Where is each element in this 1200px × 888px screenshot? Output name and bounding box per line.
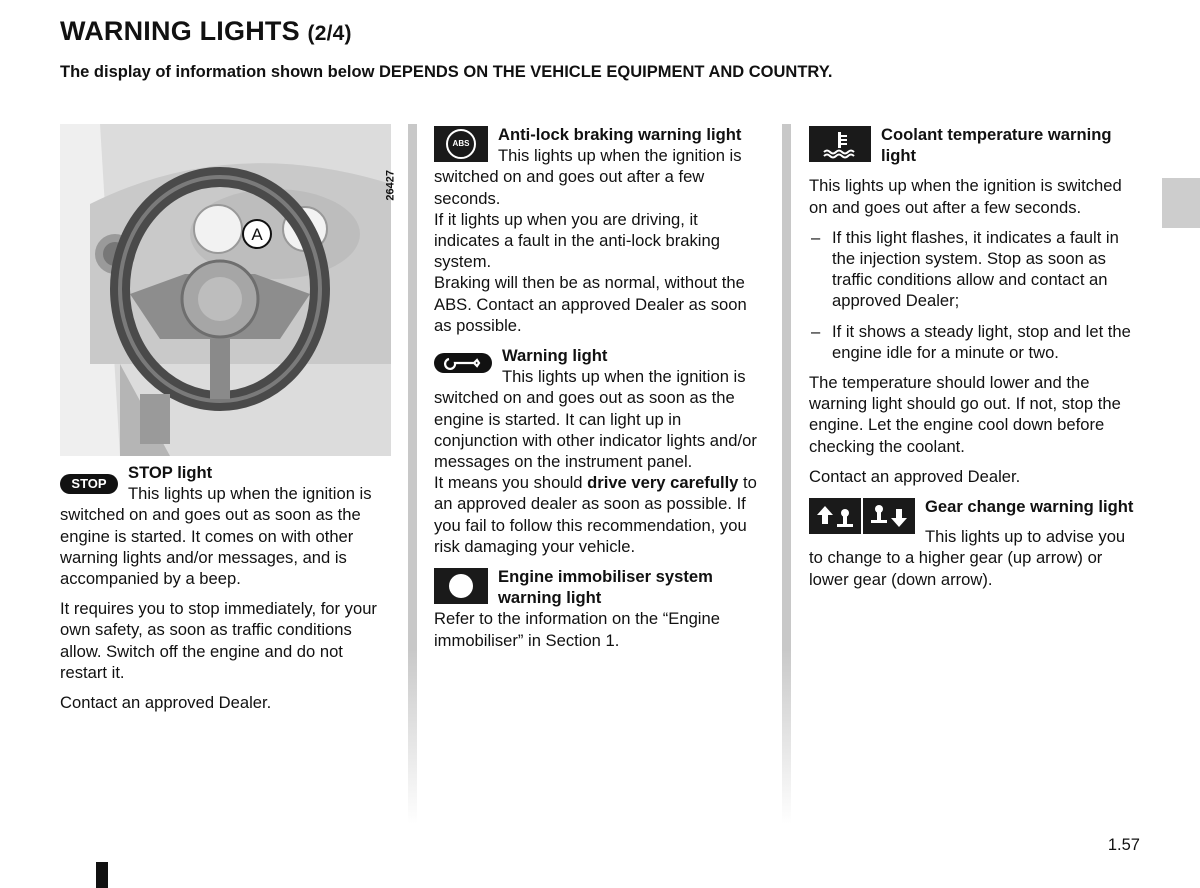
immobiliser-icon	[434, 568, 488, 604]
crop-mark	[96, 862, 108, 888]
abs-text-3: Braking will then be as normal, without the ABS. Contact an approved Dealer as soon as possible.	[434, 273, 747, 335]
stop-light-text: This lights up when the ignition is switched on and goes out as soon as the engine is started. It comes on with other warning lights and/or messages, and is accompanied by a beep.	[60, 484, 372, 589]
page-title	[60, 16, 352, 47]
immobiliser-heading: Engine immobiliser system warning light	[498, 567, 713, 608]
service-warning-heading: Warning light	[502, 346, 608, 366]
gear-change-entry	[809, 496, 1140, 517]
coolant-contact: Contact an approved Dealer.	[809, 466, 1021, 486]
abs-entry	[434, 124, 765, 336]
immobiliser-entry	[434, 566, 765, 651]
photo-reference: 26427	[385, 170, 397, 201]
column-3	[809, 124, 1140, 590]
gear-down-arrow-icon	[863, 498, 915, 534]
abs-text-1: This lights up when the ignition is switched on and goes out after a few seconds.	[434, 146, 742, 208]
column-2	[434, 124, 765, 651]
coolant-entry	[809, 124, 1140, 166]
gear-change-heading: Gear change warning light	[925, 497, 1134, 517]
page-subheading: The display of information shown below DEPENDS ON THE VEHICLE EQUIPMENT AND COUNTRY.	[60, 63, 833, 81]
abs-icon: ABS	[434, 126, 488, 162]
steering-wheel-illustration	[60, 124, 391, 456]
stop-light-contact: Contact an approved Dealer.	[60, 693, 272, 713]
gear-change-icon	[809, 498, 915, 534]
list-item: – If it shows a steady light, stop and let the engine idle for a minute or two.	[809, 321, 1140, 363]
gear-up-arrow-icon	[809, 498, 861, 534]
wrench-icon	[434, 353, 492, 373]
photo-label: A	[251, 225, 263, 244]
gear-change-text: This lights up to advise you to change to a higher gear (up arrow) or lower gear (down arrow).	[809, 527, 1126, 589]
coolant-bullet-list	[809, 227, 1140, 363]
stop-light-paragraph: It requires you to stop immediately, for your own safety, as soon as traffic conditions allow. Switch off the engine and do not restart it.	[60, 599, 377, 682]
service-warning-entry	[434, 345, 765, 557]
title-main: WARNING LIGHTS	[60, 16, 300, 46]
section-tab	[1162, 178, 1200, 228]
coolant-text-2: The temperature should lower and the warning light should go out. If not, stop the engine. Let the engine cool down before checking the coolant.	[809, 373, 1121, 456]
service-warning-text-1: This lights up when the ignition is switched on and goes out as soon as the engine is started. It can light up in conjunction with other indicator lights and/or messages on the instrument panel.	[434, 367, 757, 472]
column-separator	[408, 124, 417, 824]
immobiliser-text: Refer to the information on the “Engine immobiliser” in Section 1.	[434, 609, 720, 650]
stop-light-heading: STOP light	[128, 463, 213, 482]
coolant-text-1: This lights up when the ignition is switched on and goes out after a few seconds.	[809, 176, 1122, 217]
stop-light-entry	[60, 462, 391, 589]
abs-text-2: If it lights up when you are driving, it indicates a fault in the anti-lock braking system.	[434, 209, 720, 272]
abs-heading: Anti-lock braking warning light	[498, 125, 742, 144]
dashboard-photo	[60, 124, 397, 456]
column-separator	[782, 124, 791, 824]
column-1	[60, 462, 391, 713]
coolant-heading: Coolant temperature warning light	[881, 125, 1112, 166]
list-item: – If this light flashes, it indicates a fault in the injection system. Stop as soon as traffic conditions allow and contact an approved Dealer;	[809, 227, 1140, 312]
coolant-temperature-icon	[809, 126, 871, 162]
stop-icon: STOP	[60, 474, 118, 494]
page-number: 1.57	[1107, 836, 1140, 854]
title-part: (2/4)	[307, 22, 352, 45]
service-warning-text-2: It means you should drive very carefully to an approved dealer as soon as possible. If you fail to follow this recommendation, you risk damaging your vehicle.	[434, 473, 757, 556]
